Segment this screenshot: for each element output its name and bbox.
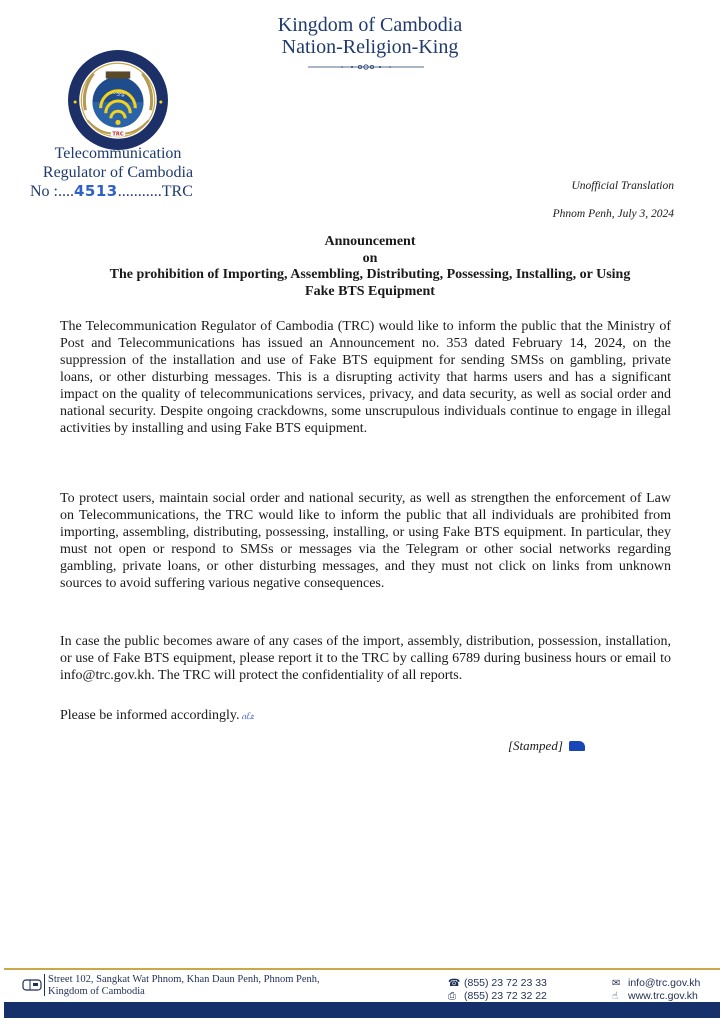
footer-gold-rule — [4, 968, 720, 970]
body-paragraph-2: To protect users, maintain social order and national security, as well as strengthen the enforcement of Law on Telecommunications, the TRC would like to inform the public that all individuals are prohibited from importing, assembling, distributing, possessing, installing, or using Fake BTS equipment. In particular, they must not open or respond to SMSs or messages via the Telegram or other social networks regarding gambling, private loans, or other disturbing messages, and they must not click on links from unknown sources to avoid suffering various negative consequences. — [60, 491, 671, 591]
stamp-note — [508, 738, 585, 754]
footer-address — [48, 974, 320, 997]
website-link[interactable]: www.trc.gov.kh — [628, 990, 698, 1002]
org-name-line2: Regulator of Cambodia — [42, 164, 194, 181]
country-motto — [260, 14, 480, 58]
fax-number: (855) 23 72 32 22 — [464, 990, 547, 1002]
body-paragraph-1: The Telecommunication Regulator of Cambodia (TRC) would like to inform the public that the Ministry of Post and Telecommunications has issued an Announcement no. 353 dated February 14, 2024, on the suppression of the installation and use of Fake BTS equipment for sending SMSs on gambling, private loans, or other disturbing messages. This is a disrupting activity that harms users and has a significant impact on the quality of telecommunications services, privacy, and data security, as well as social order and national security. Despite ongoing crackdowns, some unscrupulous individuals continue to engage in illegal activities by installing and using Fake BTS equipment. — [60, 319, 671, 436]
trc-logo — [67, 49, 169, 151]
svg-text:ᦂᦃᦄ: ᦂᦃᦄ — [110, 86, 126, 96]
telephone-icon: ☎ — [448, 978, 461, 989]
organization-name — [20, 144, 216, 182]
handwritten-initials: ᦵᦷᦸ — [241, 712, 254, 722]
stamped-label: [Stamped] — [508, 738, 563, 753]
footer-email-web — [612, 977, 700, 1003]
footer-navy-bar — [4, 1002, 720, 1018]
country-name: Kingdom of Cambodia — [277, 14, 463, 36]
org-name-line1: Telecommunication — [54, 145, 182, 162]
address-separator — [44, 974, 45, 996]
ref-prefix: No :.... — [30, 183, 74, 200]
footer-phone-fax — [448, 977, 547, 1003]
place-date: Phnom Penh, July 3, 2024 — [552, 208, 674, 220]
phone-number: (855) 23 72 23 33 — [464, 977, 547, 989]
phone-row — [448, 977, 547, 990]
ref-number-handwritten: 4513 — [74, 182, 118, 200]
closing-line — [60, 707, 671, 726]
title-line-subject-cont: Fake BTS Equipment — [305, 283, 435, 299]
envelope-icon: ✉ — [612, 978, 621, 989]
translation-note: Unofficial Translation — [571, 180, 674, 192]
title-line-on: on — [362, 250, 378, 266]
email-row — [612, 977, 700, 990]
body-paragraph-3: In case the public becomes aware of any cases of the import, assembly, distribution, possession, installation, or use of Fake BTS equipment, please report it to the TRC by calling 6789 during business hours or email to info@trc.gov.kh. The TRC will protect the confidentiality of all reports. — [60, 634, 671, 683]
title-line-announcement: Announcement — [324, 234, 416, 249]
signature-mark-icon — [569, 741, 585, 751]
announcement-title — [40, 234, 700, 300]
ornament-divider-icon — [308, 63, 424, 71]
cursor-hand-icon: ☝ — [612, 991, 619, 1002]
logo-label: TRC — [112, 131, 124, 138]
mailbox-icon — [22, 978, 42, 992]
address-line2: Kingdom of Cambodia — [48, 985, 145, 997]
title-line-subject: The prohibition of Importing, Assembling, Distributing, Possessing, Installing, or Using — [109, 267, 631, 282]
closing-text: Please be informed accordingly. — [60, 708, 240, 723]
ref-suffix: ...........TRC — [117, 183, 193, 200]
national-motto: Nation-Religion-King — [281, 36, 459, 58]
fax-icon: ⎙ — [448, 991, 456, 1002]
email-link[interactable]: info@trc.gov.kh — [628, 977, 701, 989]
address-line1: Street 102, Sangkat Wat Phnom, Khan Daun Penh, Phnom Penh, — [48, 974, 320, 985]
reference-number — [30, 182, 193, 201]
